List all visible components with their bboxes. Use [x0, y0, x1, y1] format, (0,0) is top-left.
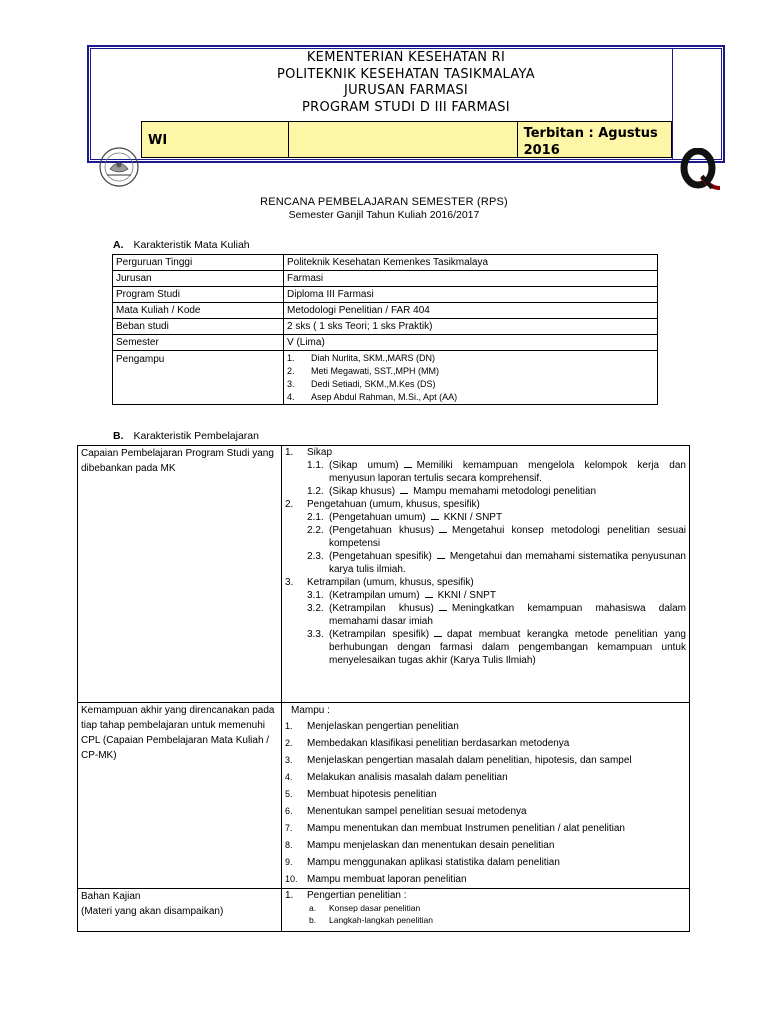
list-item	[285, 837, 686, 854]
lecturer-list	[287, 352, 654, 404]
arrow-box-icon	[425, 595, 433, 598]
poltekkes-seal-icon	[98, 145, 140, 189]
list-item	[285, 786, 686, 803]
cp-group-title: Ketrampilan (umum, khusus, spesifik)	[307, 577, 474, 588]
cp-number: 3.	[285, 577, 294, 588]
list-number: 1.	[287, 353, 295, 363]
row-key: Program Studi	[113, 287, 284, 303]
lecturer-name: Dedi Setiadi, SKM.,M.Kes (DS)	[311, 379, 436, 389]
list-number: 3.	[285, 755, 293, 765]
cp-sub-item	[285, 550, 686, 576]
mampu-title: Mampu :	[291, 705, 330, 716]
list-item	[285, 871, 686, 888]
bahan-sub-list	[285, 902, 686, 926]
bahan-key-line-2: (Materi yang akan disampaikan)	[81, 906, 224, 917]
cp-cell	[282, 446, 690, 703]
ministry-line: KEMENTERIAN KESEHATAN RI	[306, 50, 506, 65]
cp-number: 2.	[285, 499, 294, 510]
row-value: 2 sks ( 1 sks Teori; 1 sks Praktik)	[284, 319, 658, 335]
cp-sub-label: (Sikap umum)	[329, 460, 399, 471]
program-line: PROGRAM STUDI D III FARMASI	[302, 99, 510, 115]
cp-sub-item	[285, 524, 686, 550]
doc-subtitle: Semester Ganjil Tahun Kuliah 2016/2017	[288, 209, 480, 221]
list-text: Langkah-langkah penelitian	[329, 915, 433, 925]
cp-sub-label: (Pengetahuan spesifik)	[329, 551, 432, 562]
list-number: 2.	[285, 738, 293, 748]
cp-sub-item	[285, 459, 686, 485]
list-item	[285, 820, 686, 837]
cp-number: 1.	[285, 447, 294, 458]
section-b-title: Karakteristik Pembelajaran	[133, 430, 259, 442]
lecturer-name: Diah Nurlita, SKM.,MARS (DN)	[311, 353, 436, 363]
cp-sub-desc: KKNI / SNPT	[437, 590, 496, 601]
row-value: Farmasi	[284, 271, 658, 287]
cp-sub-label: (Pengetahuan umum)	[329, 512, 426, 523]
cp-sub-number: 3.1.	[307, 590, 324, 601]
cp-sub-desc: Mengetahui konsep metodologi penelitian sesuai kompetensi	[329, 525, 686, 549]
cp-sub-number: 3.2.	[307, 603, 324, 614]
row-value: V (Lima)	[284, 335, 658, 351]
list-text: Melakukan analisis masalah dalam penelitian	[307, 772, 508, 783]
cpmk-cell	[282, 703, 690, 889]
cp-sub-desc: Mengetahui dan memahami sistematika penyusunan karya tulis ilmiah.	[329, 551, 686, 575]
cp-sub-item	[285, 628, 686, 667]
cp-group-title: Pengetahuan (umum, khusus, spesifik)	[307, 499, 480, 510]
list-text: Membuat hipotesis penelitian	[307, 789, 437, 800]
cp-sub-number: 2.2.	[307, 525, 324, 536]
cp-sub-label: (Ketrampilan spesifik)	[329, 629, 430, 640]
row-key: Perguruan Tinggi	[113, 255, 284, 271]
mampu-list	[285, 718, 686, 888]
section-a-title: Karakteristik Mata Kuliah	[133, 239, 250, 251]
list-number: 7.	[285, 823, 293, 833]
arrow-box-icon	[404, 465, 412, 468]
table-row	[113, 303, 658, 319]
table-row	[113, 255, 658, 271]
list-text: Membedakan klasifikasi penelitian berdasarkan metodenya	[307, 738, 570, 749]
list-number: 2.	[287, 366, 295, 376]
lecturer-name: Asep Abdul Rahman, M.Si., Apt (AA)	[311, 392, 458, 402]
list-item	[285, 803, 686, 820]
cp-sub-item	[285, 589, 686, 602]
published-line-1: Terbitan : Agustus	[523, 126, 658, 141]
list-item	[285, 902, 686, 914]
table-row-cpmk	[78, 703, 690, 889]
list-number: 4.	[285, 772, 293, 782]
cp-sub-label: (Sikap khusus)	[329, 486, 396, 497]
list-item	[287, 391, 654, 404]
table-row	[113, 287, 658, 303]
list-text: Mampu menjelaskan dan menentukan desain penelitian	[307, 840, 555, 851]
list-item	[285, 769, 686, 786]
list-letter: a.	[309, 903, 317, 913]
cp-sub-number: 2.3.	[307, 551, 324, 562]
institution-heading	[141, 50, 671, 120]
list-item	[285, 718, 686, 735]
bahan-key-line-1: Bahan Kajian	[81, 891, 141, 902]
arrow-box-icon	[439, 608, 447, 611]
cp-sub-item	[285, 511, 686, 524]
cp-sub-desc: KKNI / SNPT	[443, 512, 503, 523]
list-letter: b.	[309, 915, 317, 925]
list-item	[285, 752, 686, 769]
learning-characteristics-table	[77, 445, 690, 932]
list-number: 4.	[287, 392, 295, 402]
row-value: Metodologi Penelitian / FAR 404	[284, 303, 658, 319]
list-text: Pengertian penelitian :	[307, 890, 407, 901]
table-row	[113, 335, 658, 351]
row-value: Diploma III Farmasi	[284, 287, 658, 303]
cp-sub-number: 1.2.	[307, 486, 324, 497]
list-number: 6.	[285, 806, 293, 816]
list-text: Mampu menentukan dan membuat Instrumen penelitian / alat penelitian	[307, 823, 625, 834]
row-key: Semester	[113, 335, 284, 351]
section-a-heading	[113, 239, 250, 251]
list-item	[287, 365, 654, 378]
header-right-column	[672, 49, 720, 159]
cp-sub-label: (Ketrampilan umum)	[329, 590, 420, 601]
section-b-letter: B.	[113, 430, 124, 442]
list-number: 9.	[285, 857, 293, 867]
list-item	[285, 854, 686, 871]
list-number: 5.	[285, 789, 293, 799]
row-key: Beban studi	[113, 319, 284, 335]
list-text: Mampu membuat laporan penelitian	[307, 874, 467, 885]
cp-sub-desc: Mampu memahami metodologi penelitian	[413, 486, 597, 497]
cp-sub-label: (Ketrampilan khusus)	[329, 603, 434, 614]
section-a-letter: A.	[113, 239, 124, 251]
section-b-heading	[113, 430, 259, 442]
table-row	[113, 271, 658, 287]
cp-group	[285, 498, 686, 511]
list-number: 3.	[287, 379, 295, 389]
list-item	[287, 378, 654, 391]
table-row-pengampu	[113, 351, 658, 405]
cp-group-title: Sikap	[307, 447, 333, 458]
list-item	[285, 889, 686, 902]
cp-sub-number: 1.1.	[307, 460, 324, 471]
list-text: Menjelaskan pengertian masalah dalam penelitian, hipotesis, dan sampel	[307, 755, 632, 766]
list-text: Menjelaskan pengertian penelitian	[307, 721, 459, 732]
course-characteristics-table	[112, 254, 658, 405]
cp-sub-item	[285, 602, 686, 628]
lecturer-list-cell	[284, 351, 658, 405]
table-row-bahan	[78, 889, 690, 932]
department-line: JURUSAN FARMASI	[343, 83, 469, 98]
cp-sub-desc: Meningkatkan kemampuan mahasiswa dalam memahami dasar imiah	[329, 603, 686, 627]
arrow-box-icon	[400, 491, 408, 494]
list-item	[285, 914, 686, 926]
quality-q-logo-icon	[678, 148, 722, 194]
cp-sub-number: 3.3.	[307, 629, 324, 640]
list-item	[287, 352, 654, 365]
list-number: 1.	[285, 721, 293, 731]
doc-info-blank	[289, 122, 517, 157]
table-row-cp	[78, 446, 690, 703]
list-text: Konsep dasar penelitian	[329, 903, 421, 913]
bahan-cell	[282, 889, 690, 932]
table-row	[113, 319, 658, 335]
arrow-box-icon	[439, 530, 447, 533]
arrow-box-icon	[437, 556, 445, 559]
cp-key: Capaian Pembelajaran Program Studi yang dibebankan pada MK	[78, 446, 282, 703]
document-info-row	[141, 121, 672, 158]
doc-title: RENCANA PEMBELAJARAN SEMESTER (RPS)	[260, 196, 508, 208]
published-line-2: 2016	[523, 143, 560, 158]
bahan-list	[285, 889, 686, 902]
arrow-box-icon	[434, 634, 442, 637]
cp-sub-desc: Memiliki kemampuan mengelola kelompok kerja dan menyusun laporan tertulis secara komprehensif.	[329, 460, 686, 484]
row-key: Mata Kuliah / Kode	[113, 303, 284, 319]
row-key: Pengampu	[113, 351, 284, 405]
row-key: Jurusan	[113, 271, 284, 287]
cpmk-key: Kemampuan akhir yang direncanakan pada tiap tahap pembelajaran untuk memenuhi CPL (Capaian Pembelajaran Mata Kuliah / CP-MK)	[78, 703, 282, 889]
arrow-box-icon	[431, 517, 439, 520]
lecturer-name: Meti Megawati, SST.,MPH (MM)	[311, 366, 440, 376]
row-value: Politeknik Kesehatan Kemenkes Tasikmalaya	[284, 255, 658, 271]
list-number: 1.	[285, 890, 294, 901]
list-text: Mampu menggunakan aplikasi statistika dalam penelitian	[307, 857, 560, 868]
list-number: 8.	[285, 840, 293, 850]
cp-group	[285, 446, 686, 459]
cp-sub-item	[285, 485, 686, 498]
list-number: 10.	[285, 874, 298, 884]
list-text: Menentukan sampel penelitian sesuai metodenya	[307, 806, 527, 817]
doc-code: WI	[142, 122, 289, 157]
polytechnic-line: POLITEKNIK KESEHATAN TASIKMALAYA	[277, 66, 535, 82]
publication-date	[518, 122, 671, 157]
list-item	[285, 735, 686, 752]
cp-group	[285, 576, 686, 589]
bahan-key	[78, 889, 282, 932]
cp-sub-desc: dapat membuat kerangka metode penelitian yang berhubungan dengan farmasi dalam pengembangan kemampuan untuk menyelesaikan tugas akhir (Karya Tulis Ilmiah)	[329, 629, 686, 666]
cp-sub-number: 2.1.	[307, 512, 324, 523]
cp-sub-label: (Pengetahuan khusus)	[329, 525, 435, 536]
